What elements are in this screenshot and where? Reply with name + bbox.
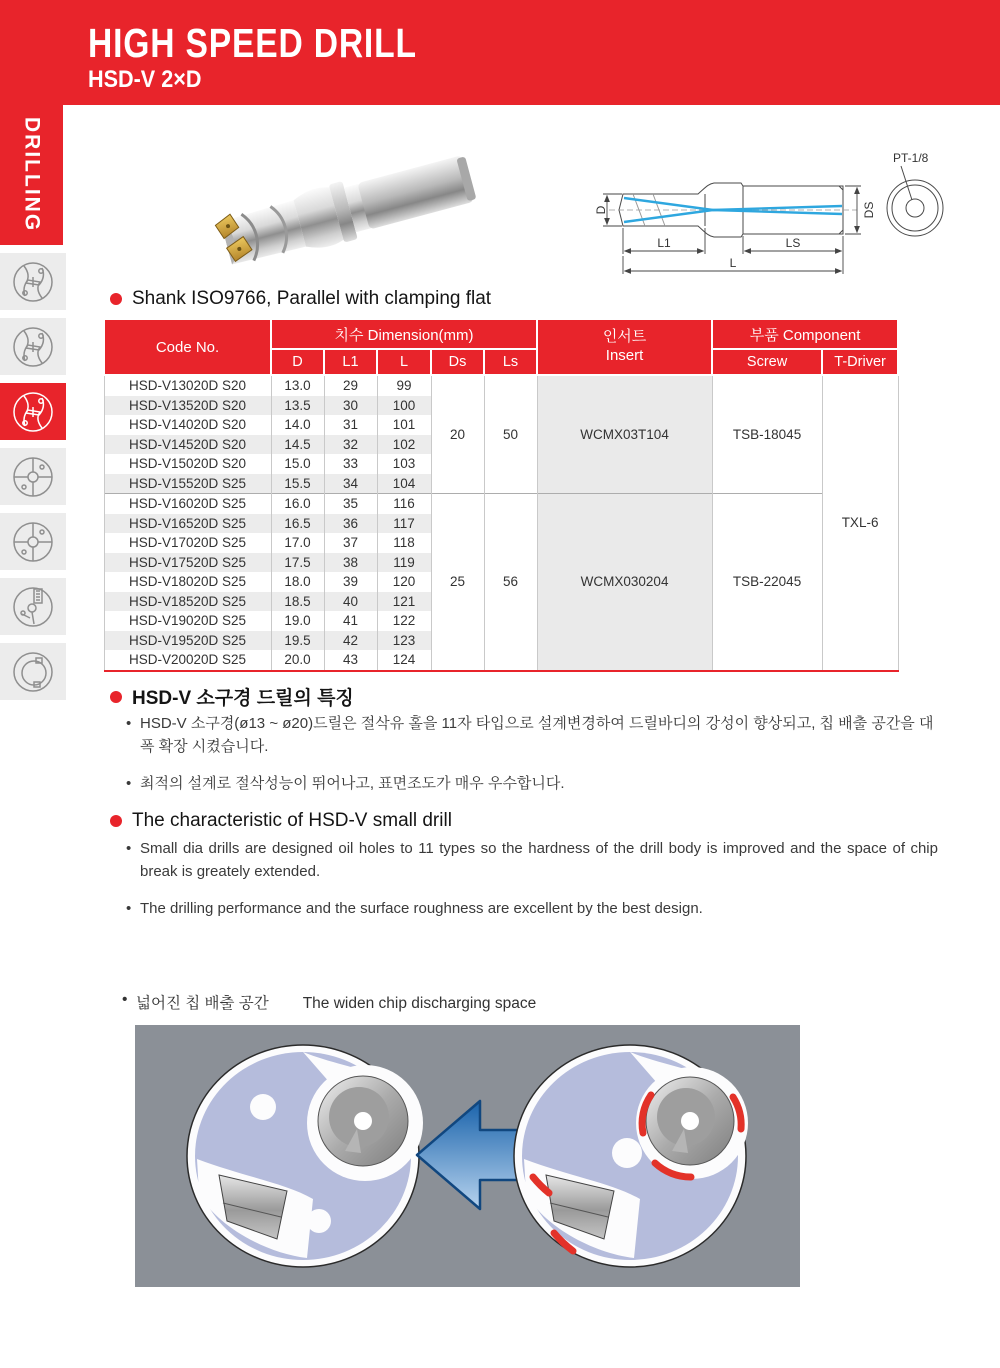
- spec-table-body: [104, 375, 898, 671]
- col-header-dimension: 치수 Dimension(mm): [271, 319, 537, 349]
- cell-d: 14.5: [271, 435, 324, 455]
- cell-l1: 34: [324, 474, 377, 494]
- cell-l1: 43: [324, 650, 377, 671]
- cell-l1: 40: [324, 592, 377, 612]
- col-header-component: 부품 Component: [712, 319, 898, 349]
- cell-l: 100: [377, 396, 431, 416]
- red-bullet-icon: [110, 293, 122, 305]
- dim-label-ds: DS: [862, 201, 876, 219]
- korean-bullet-2: • 최적의 설계로 절삭성능이 뛰어나고, 표면조도가 매우 우수합니다.: [126, 773, 938, 796]
- cell-code: HSD-V18520D S25: [104, 592, 271, 612]
- disc-old-design: [514, 1045, 748, 1267]
- col-header-insert-ko: 인서트: [602, 328, 647, 346]
- dim-label-ls: LS: [785, 236, 801, 250]
- shank-section-title: Shank ISO9766, Parallel with clamping flat: [132, 288, 492, 309]
- cell-code: HSD-V15520D S25: [104, 474, 271, 494]
- drill-chuck-icon: [10, 584, 56, 630]
- shank-section-heading: [110, 288, 491, 310]
- sidebar-section-label: [0, 105, 63, 245]
- cell-ds: 25: [431, 494, 484, 671]
- col-header-ds: Ds: [431, 349, 484, 375]
- thread-label: PT-1/8: [893, 151, 929, 165]
- cell-d: 18.0: [271, 572, 324, 592]
- col-header-d: D: [271, 349, 324, 375]
- drill-ring-icon: [10, 649, 56, 695]
- cell-d: 13.5: [271, 396, 324, 416]
- col-header-l: L: [377, 349, 431, 375]
- korean-bullet-1: • HSD-V 소구경(ø13 ~ ø20)드릴은 절삭유 홀을 11자 타입으로 설계변경하여 드릴바디의 강성이 향상되고, 칩 배출 공간을 대폭 확장 시켰습니다.: [126, 713, 938, 759]
- cell-l: 99: [377, 375, 431, 396]
- cell-code: HSD-V16020D S25: [104, 494, 271, 514]
- english-bullet-1: • Small dia drills are designed oil holes to 11 types so the hardness of the drill body is improved and the space of chip break is greately extended.: [126, 838, 938, 884]
- cell-code: HSD-V15020D S20: [104, 454, 271, 474]
- spec-table: [103, 318, 899, 672]
- drill-face-4flute-icon: [10, 454, 56, 500]
- col-header-code: Code No.: [104, 319, 271, 375]
- english-section-title: The characteristic of HSD-V small drill: [132, 810, 452, 831]
- cell-ds: 20: [431, 375, 484, 494]
- table-row: [104, 494, 898, 514]
- caption-korean: 넓어진 칩 배출 공간: [136, 995, 269, 1012]
- table-row: [104, 375, 898, 396]
- cell-ls: 56: [484, 494, 537, 671]
- col-header-l1: L1: [324, 349, 377, 375]
- cell-d: 19.0: [271, 611, 324, 631]
- cell-screw: TSB-22045: [712, 494, 822, 671]
- cell-l: 120: [377, 572, 431, 592]
- cell-d: 16.0: [271, 494, 324, 514]
- cell-l: 117: [377, 514, 431, 534]
- drill-product-photo: [200, 128, 500, 293]
- chip-space-figure: [135, 1025, 800, 1287]
- col-header-ls: Ls: [484, 349, 537, 375]
- red-bullet-icon: [110, 691, 122, 703]
- drill-face-2flute-icon: [10, 259, 56, 305]
- caption-english: The widen chip discharging space: [302, 995, 537, 1012]
- drill-face-2flute-icon: [10, 324, 56, 370]
- dim-label-d: D: [594, 205, 608, 215]
- sidebar-item-drill-type-4[interactable]: [0, 448, 66, 505]
- english-bullet-2: • The drilling performance and the surface roughness are excellent by the best design.: [126, 898, 938, 921]
- cell-l1: 38: [324, 553, 377, 573]
- cell-d: 19.5: [271, 631, 324, 651]
- cell-d: 13.0: [271, 375, 324, 396]
- col-header-insert-en: Insert: [605, 347, 644, 364]
- cell-l: 121: [377, 592, 431, 612]
- cell-code: HSD-V16520D S25: [104, 514, 271, 534]
- cell-l: 123: [377, 631, 431, 651]
- korean-section-title: HSD-V 소구경 드릴의 특징: [132, 688, 354, 709]
- cell-l1: 32: [324, 435, 377, 455]
- sidebar-item-drill-type-1[interactable]: [0, 253, 66, 310]
- cell-d: 17.0: [271, 533, 324, 553]
- cell-l: 104: [377, 474, 431, 494]
- sidebar-item-drill-type-3-active[interactable]: [0, 383, 66, 440]
- cell-d: 15.5: [271, 474, 324, 494]
- cell-l1: 36: [324, 514, 377, 534]
- cell-insert: WCMX03T104: [537, 375, 712, 494]
- cell-l: 122: [377, 611, 431, 631]
- sidebar-item-drill-type-5[interactable]: [0, 513, 66, 570]
- english-section-bullets: [126, 838, 938, 935]
- sidebar-item-drill-type-6[interactable]: [0, 578, 66, 635]
- cell-code: HSD-V18020D S25: [104, 572, 271, 592]
- drill-face-2flute-icon: [10, 389, 56, 435]
- cell-code: HSD-V19020D S25: [104, 611, 271, 631]
- cell-l: 118: [377, 533, 431, 553]
- chip-space-caption: [122, 991, 536, 1013]
- col-header-screw: Screw: [712, 349, 822, 375]
- cell-l1: 33: [324, 454, 377, 474]
- cell-l: 119: [377, 553, 431, 573]
- cell-code: HSD-V19520D S25: [104, 631, 271, 651]
- cell-code: HSD-V17520D S25: [104, 553, 271, 573]
- cell-code: HSD-V13520D S20: [104, 396, 271, 416]
- korean-section-heading: [110, 683, 354, 710]
- red-bullet-icon: [110, 815, 122, 827]
- cell-d: 15.0: [271, 454, 324, 474]
- cell-insert: WCMX030204: [537, 494, 712, 671]
- cell-d: 18.5: [271, 592, 324, 612]
- english-section-heading: [110, 810, 452, 832]
- cell-t-driver: TXL-6: [822, 375, 898, 671]
- col-header-insert: [537, 319, 712, 375]
- dim-label-l: L: [729, 256, 737, 270]
- cell-l1: 35: [324, 494, 377, 514]
- cell-l1: 37: [324, 533, 377, 553]
- header-band: [0, 0, 1000, 105]
- cell-l1: 42: [324, 631, 377, 651]
- cell-l: 103: [377, 454, 431, 474]
- cell-l1: 39: [324, 572, 377, 592]
- sidebar-item-drill-type-7[interactable]: [0, 643, 66, 700]
- cell-d: 16.5: [271, 514, 324, 534]
- cell-code: HSD-V20020D S25: [104, 650, 271, 671]
- cell-l: 124: [377, 650, 431, 671]
- cell-l1: 30: [324, 396, 377, 416]
- cell-screw: TSB-18045: [712, 375, 822, 494]
- dim-label-l1: L1: [657, 236, 671, 250]
- cell-l: 102: [377, 435, 431, 455]
- page-subtitle: HSD-V 2×D: [88, 66, 202, 93]
- cell-d: 14.0: [271, 415, 324, 435]
- cell-code: HSD-V13020D S20: [104, 375, 271, 396]
- cell-l1: 41: [324, 611, 377, 631]
- cell-code: HSD-V14520D S20: [104, 435, 271, 455]
- cell-l: 116: [377, 494, 431, 514]
- cell-d: 20.0: [271, 650, 324, 671]
- cell-ls: 50: [484, 375, 537, 494]
- cell-l: 101: [377, 415, 431, 435]
- cell-d: 17.5: [271, 553, 324, 573]
- drill-face-4flute-icon: [10, 519, 56, 565]
- sidebar-item-drill-type-2[interactable]: [0, 318, 66, 375]
- dimension-diagram: [593, 148, 983, 283]
- sidebar-section-text: DRILLING: [20, 117, 44, 233]
- korean-section-bullets: [126, 713, 938, 810]
- cell-code: HSD-V17020D S25: [104, 533, 271, 553]
- cell-l1: 29: [324, 375, 377, 396]
- page-title: HIGH SPEED DRILL: [88, 20, 417, 66]
- cell-l1: 31: [324, 415, 377, 435]
- col-header-t-driver: T-Driver: [822, 349, 898, 375]
- cell-code: HSD-V14020D S20: [104, 415, 271, 435]
